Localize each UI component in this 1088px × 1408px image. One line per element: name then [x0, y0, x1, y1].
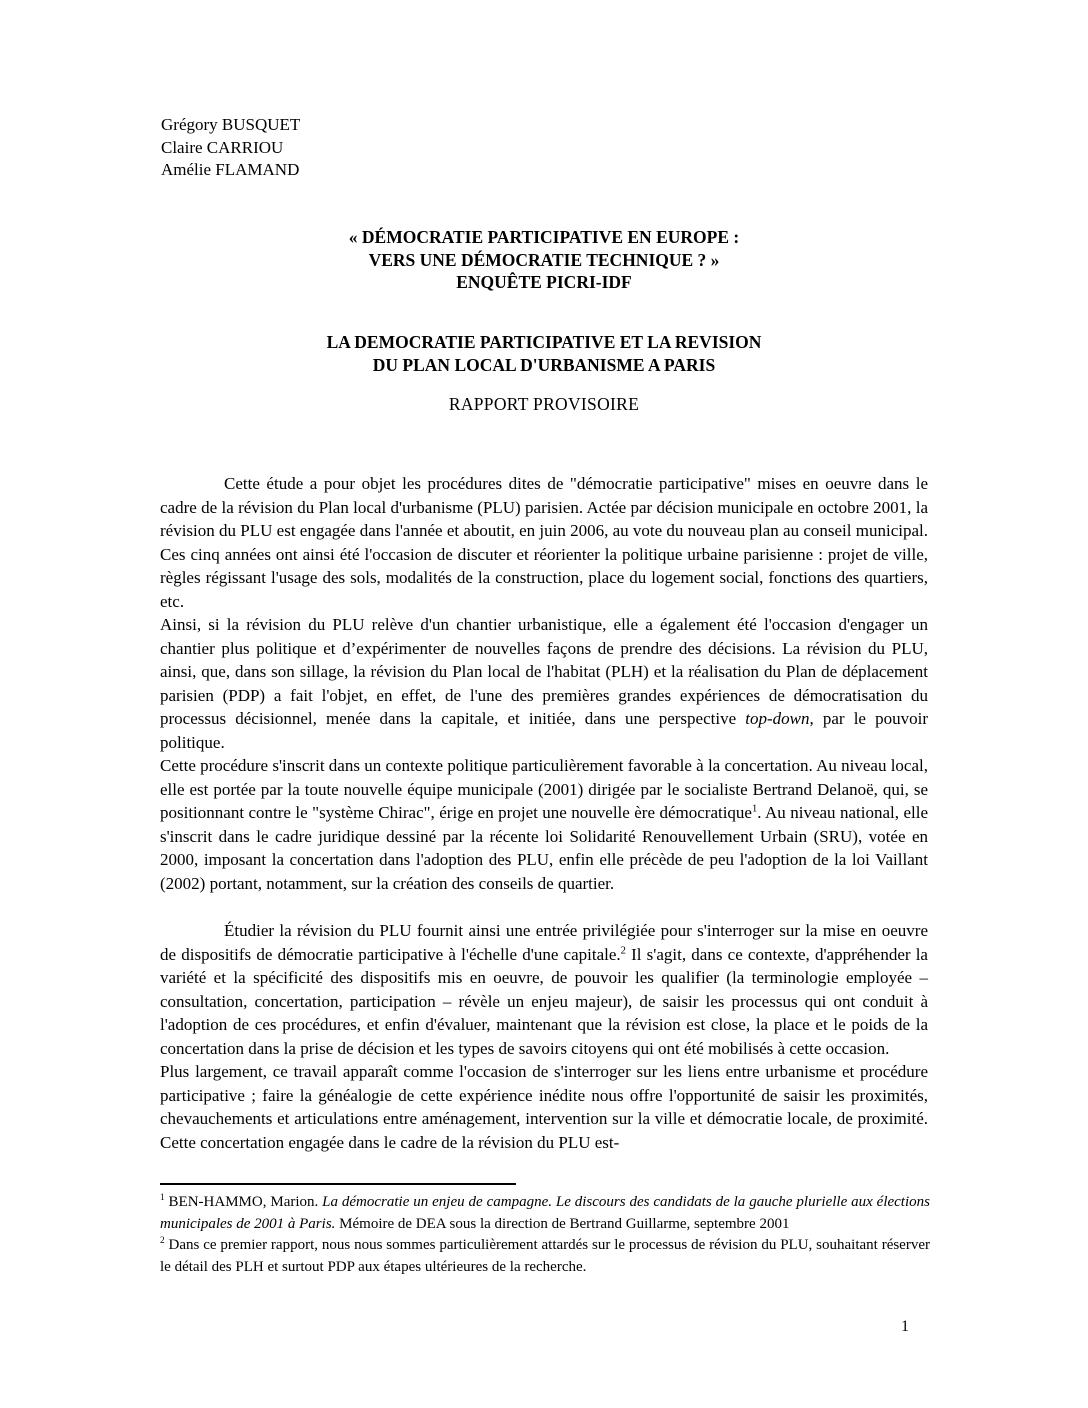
report-subtitle-line-1: LA DEMOCRATIE PARTICIPATIVE ET LA REVISION: [326, 332, 762, 352]
text-segment: Étudier la révision du PLU fournit ainsi une entrée privilégiée pour s'interroger sur la mise en oeuvre de dispositifs de démocratie participative à l'échelle d'une capitale.: [160, 921, 928, 964]
text-segment: . Au niveau national, elle s'inscrit dans le cadre juridique dessiné par la récente loi Solidarité Renouvellement Urbain (SRU), votée en 2000, imposant la concertation dans l'adoption des PLU, enfin elle précède de peu l'adoption de la loi Vaillant (2002) portant, notamment, sur la création des conseils de quartier.: [160, 803, 929, 893]
report-status-label: RAPPORT PROVISOIRE: [448, 394, 640, 414]
report-subtitle-line-2: DU PLAN LOCAL D'URBANISME A PARIS: [372, 354, 716, 375]
text-segment-italic: top-down: [745, 709, 810, 728]
text-segment: Dans ce premier rapport, nous nous sommes particulièrement attardés sur le processus de révision du PLU, souhaitant réserver le détail des PLH et surtout PDP aux étapes ultérieures de la recherche.: [160, 1237, 930, 1275]
text-segment: , par le pouvoir politique.: [160, 709, 928, 752]
author-name-2: Claire CARRIOU: [161, 137, 284, 157]
page-number: 1: [901, 1318, 909, 1335]
author-name-1: Grégory BUSQUET: [161, 115, 301, 134]
author-block: [161, 114, 300, 182]
footnote-2-number: 2: [160, 1236, 165, 1246]
text-segment: Ainsi, si la révision du PLU relève d'un chantier urbanistique, elle a également été l'occasion d'engager un chantier plus politique et d’expérimenter de nouvelles façons de prendre des décisions. La révision du PLU, ainsi, que, dans son sillage, la révision du Plan local de l'habitat (PLH) et la réalisation du Plan de déplacement parisien (PDP) a fait l'objet, en effet, de l'une des premières grandes expériences de démocratisation du processus décisionnel, menée dans la capitale, et initiée, dans une perspective: [160, 615, 928, 728]
footnote-reference-1: 1: [751, 803, 758, 815]
paragraph-3: [160, 754, 928, 895]
paragraph-2: [160, 613, 928, 754]
footnote-1: [160, 1192, 930, 1235]
footnote-2: [160, 1235, 930, 1278]
text-segment: Cette procédure s'inscrit dans un contexte politique particulièrement favorable à la concertation. Au niveau local, elle est portée par la toute nouvelle équipe municipale (2001) dirigée par le socialiste Bertrand Delanoë, qui, se positionnant contre le "système Chirac", érige en projet une nouvelle ère démocratique: [160, 756, 928, 822]
main-title-line-2: VERS UNE DÉMOCRATIE TECHNIQUE ? »: [368, 249, 720, 270]
author-name-3: Amélie FLAMAND: [161, 160, 300, 179]
text-segment: Il s'agit, dans ce contexte, d'appréhender la variété et la spécificité des dispositifs mis en oeuvre, de pouvoir les qualifier (la terminologie employée – consultation, concertation, participation – révèle un enjeu majeur), de saisir les processus qui ont conduit à l'adoption de ces procédures, et enfin d'évaluer, maintenant que la révision est close, la place et le poids de la concertation dans la prise de décision et les types de savoirs citoyens qui ont été mobilisés à cette occasion.: [160, 944, 928, 1058]
main-title-line-3: ENQUÊTE PICRI-IDF: [456, 272, 632, 292]
paragraph-1: Cette étude a pour objet les procédures dites de "démocratie participative" mises en oeuvre dans le cadre de la révision du Plan local d'urbanisme (PLU) parisien. Actée par décision municipale en octobre 2001, la révision du PLU est engagée dans l'année et aboutit, en juin 2006, au vote du nouveau plan au conseil municipal. Ces cinq années ont ainsi été l'occasion de discuter et réorienter la politique urbaine parisienne : projet de ville, règles régissant l'usage des sols, modalités de la construction, place du logement social, fonctions des quartiers, etc.: [160, 474, 928, 611]
main-title-line-1: « DÉMOCRATIE PARTICIPATIVE EN EUROPE :: [348, 227, 740, 247]
footnote-1-number: 1: [160, 1193, 165, 1203]
main-title: [160, 226, 928, 294]
footnote-reference-2: 2: [620, 944, 626, 956]
footnote-section: [160, 1183, 930, 1278]
body-text: [160, 472, 928, 1154]
paragraph-5: Plus largement, ce travail apparaît comme l'occasion de s'interroger sur les liens entre urbanisme et procédure participative ; faire la généalogie de cette expérience inédite nous offre l'opportunité de saisir les proximités, chevauchements et articulations entre aménagement, intervention sur la ville et démocratie locale, de proximité. Cette concertation engagée dans le cadre de la révision du PLU est-: [160, 1062, 928, 1152]
text-segment-italic: La démocratie un enjeu de campagne. Le discours des candidats de la gauche plurielle aux élections municipales de 2001 à Paris.: [160, 1194, 930, 1232]
footnote-separator: [160, 1183, 516, 1185]
text-segment: BEN-HAMMO, Marion.: [164, 1194, 323, 1210]
report-subtitle: [160, 331, 928, 376]
text-segment: Mémoire de DEA sous la direction de Bertrand Guillarme, septembre 2001: [335, 1215, 790, 1232]
paragraph-4: [160, 919, 928, 1060]
